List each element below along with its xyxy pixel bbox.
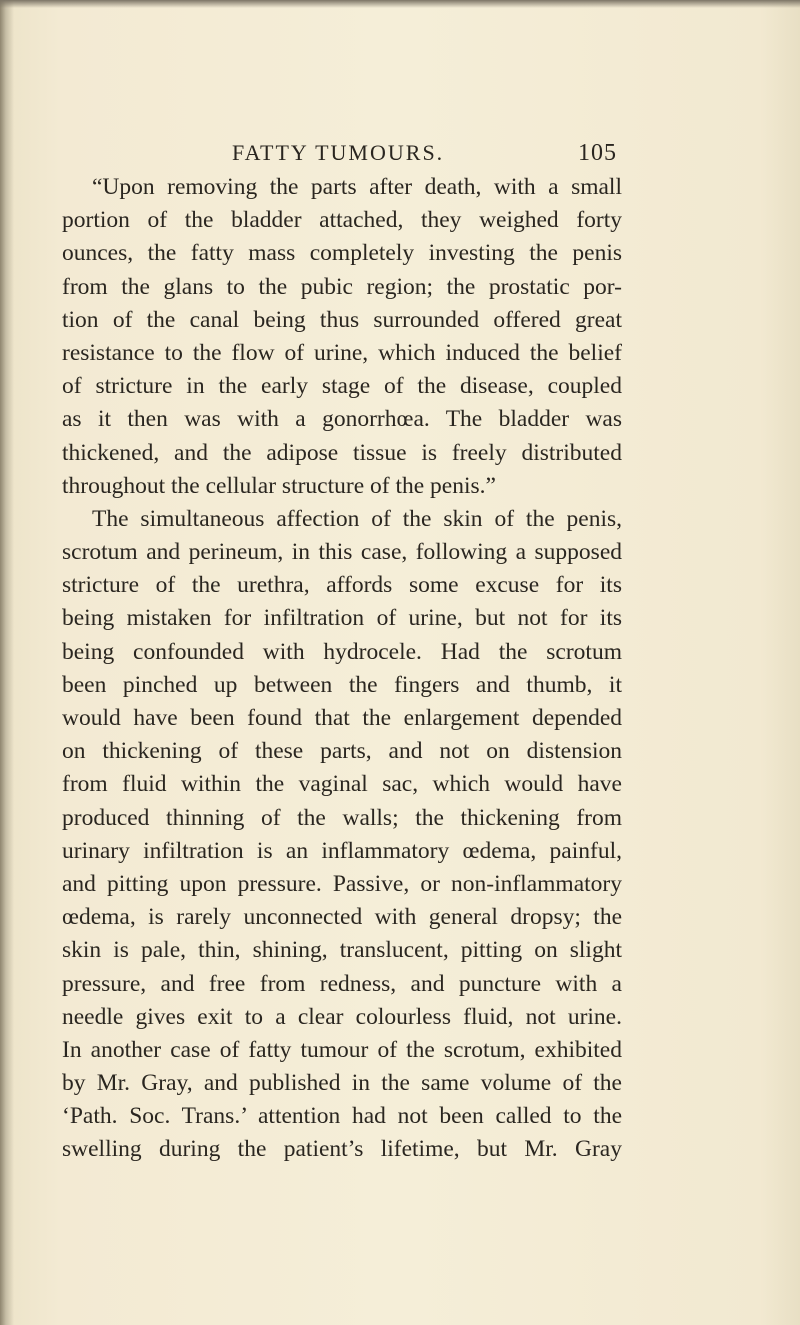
text-line: The simultaneous affection of the skin of the penis,: [92, 505, 622, 532]
text-line: would have been found that the enlargement depended: [62, 705, 622, 731]
text-line: urinary infiltration is an inflammatory œdema, painful,: [62, 837, 622, 864]
text-line: “Upon removing the parts after death, with a small: [92, 174, 622, 200]
running-head-title: FATTY TUMOURS.: [232, 140, 445, 165]
text-line: ounces, the fatty mass completely investing the penis: [62, 240, 622, 267]
body-text: [62, 171, 622, 1167]
text-line: portion of the bladder attached, they weighed forty: [62, 207, 622, 234]
text-line: by Mr. Gray, and published in the same volume of the: [62, 1070, 622, 1097]
page-number: 105: [578, 140, 617, 166]
text-line: tion of the canal being thus surrounded offered great: [62, 306, 622, 333]
text-line: ‘Path. Soc. Trans.’ attention had not been called to the: [62, 1103, 622, 1130]
text-line: In another case of fatty tumour of the scrotum, exhibited: [62, 1036, 622, 1063]
text-line: of stricture in the early stage of the disease, coupled: [62, 373, 622, 400]
text-line: being confounded with hydrocele. Had the scrotum: [62, 638, 622, 665]
text-line: œdema, is rarely unconnected with general dropsy; the: [62, 904, 622, 931]
text-line: scrotum and perineum, in this case, following a supposed: [62, 539, 622, 566]
text-line: on thickening of these parts, and not on distension: [62, 738, 622, 765]
text-line: throughout the cellular structure of the penis.”: [62, 472, 496, 499]
text-line: and pitting upon pressure. Passive, or non-inflammatory: [62, 870, 622, 897]
running-head: [232, 140, 617, 167]
text-line: swelling during the patient’s lifetime, but Mr. Gray: [62, 1136, 622, 1163]
text-line: been pinched up between the fingers and thumb, it: [62, 671, 622, 698]
text-line: from the glans to the pubic region; the prostatic por-: [62, 273, 622, 300]
text-line: from fluid within the vaginal sac, which would have: [62, 771, 622, 798]
text-line: produced thinning of the walls; the thickening from: [62, 804, 622, 831]
text-line: skin is pale, thin, shining, translucent, pitting on slight: [62, 937, 622, 964]
text-line: being mistaken for infiltration of urine, but not for its: [62, 605, 622, 632]
text-line: pressure, and free from redness, and puncture with a: [62, 970, 622, 997]
text-line: needle gives exit to a clear colourless fluid, not urine.: [62, 1003, 622, 1030]
text-line: thickened, and the adipose tissue is freely distributed: [62, 439, 622, 466]
text-line: resistance to the flow of urine, which induced the belief: [62, 339, 622, 366]
text-line: as it then was with a gonorrhœa. The bladder was: [62, 406, 622, 433]
text-line: stricture of the urethra, affords some excuse for its: [62, 572, 622, 599]
